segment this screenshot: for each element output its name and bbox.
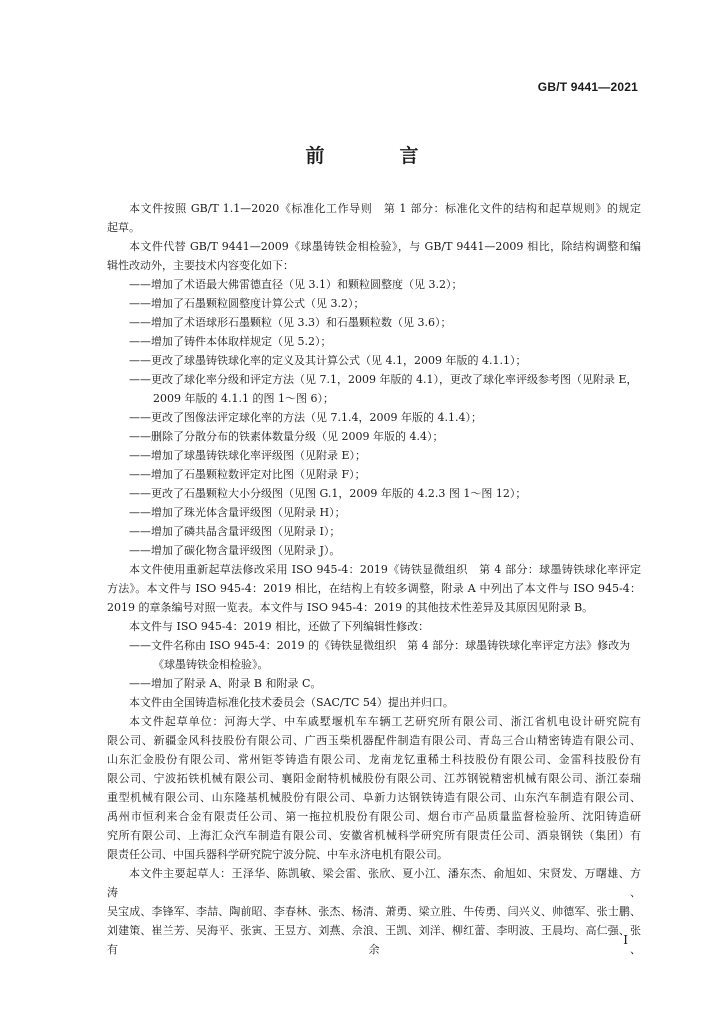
drafters-line: 刘建策、崔兰芳、吴海平、张寅、王昱方、刘燕、佘浪、王凯、刘洋、柳红蕾、李明波、王晨均、高仁强、张有余、 bbox=[107, 924, 641, 956]
paragraph-iso-line2: 方法》。本文件与 ISO 945-4：2019 相比，在结构上有较多调整，附录 A 中列出了本文件与 ISO 945-4： bbox=[107, 582, 641, 595]
paragraph-iso-line3: 2019 的章条编号对照一览表。本文件与 ISO 945-4：2019 的其他技术性差异及其原因见附录 B。 bbox=[107, 601, 594, 614]
change-item: ——增加了石墨颗粒圆整度计算公式（见 3.2）； bbox=[129, 297, 365, 310]
page-title: 前 言 bbox=[305, 145, 447, 167]
paragraph-iso-line1: 本文件使用重新起草法修改采用 ISO 945-4：2019《铸铁显微组织 第 4 部分：球墨铸铁球化率评定 bbox=[129, 563, 641, 576]
paragraph-drafting-rule-line1: 本文件按照 GB/T 1.1—2020《标准化工作导则 第 1 部分：标准化文件的结构和起草规则》的规定 bbox=[129, 202, 641, 215]
change-item: ——增加了碳化物含量评级图（见附录 J）。 bbox=[129, 544, 341, 557]
editorial-item: ——文件名称由 ISO 945-4：2019 的《铸铁显微组织 第 4 部分：球墨铸铁球化率评定方法》修改为 bbox=[129, 639, 631, 652]
page-number: I bbox=[623, 933, 628, 947]
change-item: ——更改了石墨颗粒大小分级图（见图 G.1，2009 年版的 4.2.3 图 1～图 12）； bbox=[129, 487, 527, 500]
drafting-units-line: 重型机械有限公司、山东隆基机械股份有限公司、阜新力达钢铁铸造有限公司、山东汽车制造有限公司、 bbox=[107, 791, 641, 804]
change-item: ——增加了珠光体含量评级图（见附录 H）； bbox=[129, 506, 346, 519]
change-item: ——增加了铸件本体取样规定（见 5.2）； bbox=[129, 335, 332, 348]
change-item: ——增加了石墨颗粒数评定对比图（见附录 F）； bbox=[129, 468, 366, 481]
standard-code: GB/T 9441—2021 bbox=[537, 80, 638, 94]
change-item: ——更改了图像法评定球化率的方法（见 7.1.4，2009 年版的 4.1.4）； bbox=[129, 411, 482, 424]
change-item-continuation: 2009 年版的 4.1.1 的图 1～图 6）； bbox=[153, 392, 334, 405]
drafters-line: 吴宝成、李锋军、李喆、陶前昭、李春林、张杰、杨清、萧勇、梁立胜、牛传勇、闫兴义、帅德军、张士鹏、 bbox=[107, 905, 641, 918]
drafters-line: 本文件主要起草人：王泽华、陈凯敏、梁会雷、张欣、夏小江、潘东杰、俞旭如、宋贤发、万曙雄、方涛、 bbox=[107, 867, 641, 899]
drafting-units-line: 限公司、新疆金风科技股份有限公司、广西玉柴机器配件制造有限公司、青岛三合山精密铸造有限公司、 bbox=[107, 734, 641, 747]
paragraph-replaces-line1: 本文件代替 GB/T 9441—2009《球墨铸铁金相检验》，与 GB/T 9441—2009 相比，除结构调整和编 bbox=[129, 240, 641, 253]
drafting-units-line: 究所有限公司、上海汇众汽车制造有限公司、安徽省机械科学研究所有限责任公司、酒泉钢铁（集团）有 bbox=[107, 829, 641, 842]
paragraph-replaces-line2: 辑性改动外，主要技术内容变化如下： bbox=[107, 259, 294, 272]
change-item: ——增加了术语最大佛雷德直径（见 3.1）和颗粒圆整度（见 3.2）； bbox=[129, 278, 463, 291]
drafting-units-line: 山东汇金股份有限公司、常州钜苓铸造有限公司、龙南龙钇重稀土科技股份有限公司、金雷科技股份有 bbox=[107, 753, 641, 766]
paragraph-drafting-rule-line2: 起草。 bbox=[107, 221, 140, 234]
change-item: ——删除了分散分布的铁素体数量分级（见 2009 年版的 4.4）； bbox=[129, 430, 444, 443]
editorial-item: ——增加了附录 A、附录 B 和附录 C。 bbox=[129, 677, 322, 690]
drafting-units-line: 限责任公司、中国兵器科学研究院宁波分院、中车永济电机有限公司。 bbox=[107, 848, 448, 861]
change-item: ——更改了球墨铸铁球化率的定义及其计算公式（见 4.1，2009 年版的 4.1.1）； bbox=[129, 354, 527, 367]
change-item: ——增加了术语球形石墨颗粒（见 3.3）和石墨颗粒数（见 3.6）； bbox=[129, 316, 452, 329]
document-body bbox=[107, 199, 641, 959]
paragraph-proposer: 本文件由全国铸造标准化技术委员会（SAC/TC 54）提出并归口。 bbox=[129, 696, 454, 709]
drafting-units-line: 禹州市恒利来合金有限责任公司、第一拖拉机股份有限公司、烟台市产品质量监督检验所、沈阳铸造研 bbox=[107, 810, 641, 823]
drafting-units-line: 限公司、宁波拓铁机械有限公司、襄阳金耐特机械股份有限公司、江苏钢锐精密机械有限公司、浙江泰瑞 bbox=[107, 772, 641, 785]
editorial-item-continuation: 《球墨铸铁金相检验》。 bbox=[153, 658, 269, 671]
change-item: ——更改了球化率分级和评定方法（见 7.1，2009 年版的 4.1），更改了球化率评级参考图（见附录 E， bbox=[129, 373, 638, 386]
paragraph-editorial-intro: 本文件与 ISO 945-4：2019 相比，还做了下列编辑性修改： bbox=[129, 620, 430, 633]
change-item: ——增加了磷共晶含量评级图（见附录 I）； bbox=[129, 525, 341, 538]
change-item: ——增加了球墨铸铁球化率评级图（见附录 E）； bbox=[129, 449, 367, 462]
drafting-units-line: 本文件起草单位：河海大学、中车戚墅堰机车车辆工艺研究所有限公司、浙江省机电设计研究院有 bbox=[129, 715, 641, 728]
